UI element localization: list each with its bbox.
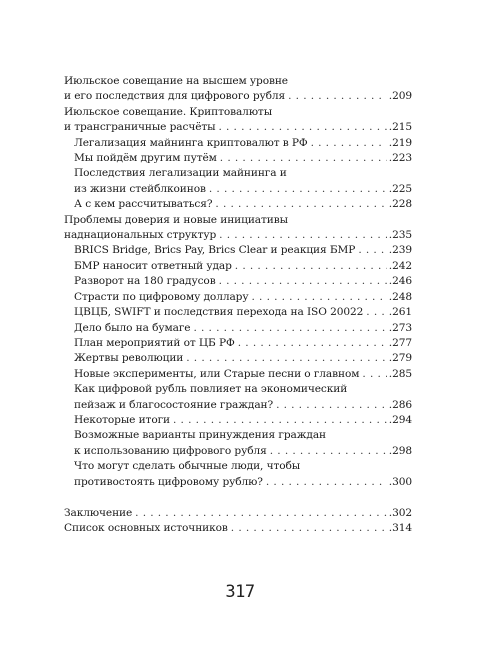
- toc-entry-page-number: .223: [388, 152, 412, 165]
- dot-leader: [362, 367, 386, 382]
- toc-entry-page-number: .228: [388, 198, 412, 211]
- toc-entry: [64, 428, 412, 459]
- toc-entry: [64, 136, 412, 151]
- toc-entry-title-line: А с кем рассчитываться?: [74, 198, 213, 211]
- toc-entry: [64, 336, 412, 351]
- toc-entry-row: [74, 321, 412, 336]
- toc-entry: [64, 105, 412, 136]
- toc-entry-title-line: наднациональных структур: [64, 229, 217, 242]
- toc-entry-row: [74, 398, 412, 413]
- toc-entry-row: [74, 367, 412, 382]
- toc-entry: [64, 321, 412, 336]
- toc-entry: [64, 274, 412, 289]
- toc-entry-page-number: .225: [388, 182, 412, 195]
- toc-entry-title-line: к использованию цифрового рубля: [74, 444, 267, 457]
- toc-entry-page-number: .300: [388, 475, 412, 488]
- toc-entry-row: [74, 305, 412, 320]
- toc-entry-row: [74, 351, 412, 366]
- dot-leader: [270, 444, 387, 459]
- dot-leader: [276, 398, 387, 413]
- toc-entry: [64, 506, 412, 521]
- toc-entry-row: [74, 336, 412, 351]
- toc-entry: [64, 259, 412, 274]
- toc-entry-row: [74, 475, 412, 490]
- toc-entry-page-number: .298: [388, 444, 412, 457]
- dot-leader: [215, 197, 386, 212]
- toc-entry: [64, 521, 412, 536]
- toc-entry-page-number: .285: [388, 367, 412, 380]
- toc-entry-title-line: Возможные варианты принуждения граждан: [74, 429, 326, 442]
- toc-entry-page-number: .248: [388, 290, 412, 303]
- toc-entry-title-line: Июльское совещание на высшем уровне: [64, 75, 288, 87]
- toc-entry-row: [74, 259, 412, 274]
- toc-entry-title-line: БМР наносит ответный удар: [74, 259, 232, 272]
- toc-entry-row: [74, 444, 412, 459]
- toc-entry: [64, 197, 412, 212]
- toc-entry-row: [74, 182, 412, 197]
- toc-group-back-matter: [64, 506, 412, 537]
- toc-entry-title-line: ЦВЦБ, SWIFT и последствия перехода на ISO 20022: [74, 306, 364, 319]
- dot-leader: [209, 182, 387, 197]
- toc-entry-row: [64, 228, 412, 243]
- toc-entry-title-line: Как цифровой рубль повлияет на экономический: [74, 383, 348, 396]
- toc-entry-title-line: Мы пойдём другим путём: [74, 152, 217, 165]
- dot-leader: [266, 475, 387, 490]
- toc-entry-row: [74, 413, 412, 428]
- toc-entry-row: [74, 151, 412, 166]
- dot-leader: [135, 506, 387, 521]
- page-number: 317: [225, 582, 255, 602]
- dot-leader: [231, 521, 387, 536]
- toc-entry-title-line: Июльское совещание. Криптовалюты: [64, 105, 273, 118]
- dot-leader: [358, 243, 386, 258]
- toc-entry-title-line: План мероприятий от ЦБ РФ: [74, 336, 235, 349]
- toc-gap: [64, 490, 412, 506]
- toc-entry-title-line: Заключение: [64, 506, 133, 519]
- dot-leader: [238, 336, 387, 351]
- toc-group-main: [64, 74, 412, 490]
- toc-entry-page-number: .209: [388, 90, 412, 103]
- toc-entry: [64, 305, 412, 320]
- toc-entry-page-number: .261: [388, 306, 412, 319]
- toc-entry-title-line: из жизни стейблкоинов: [74, 182, 206, 195]
- dot-leader: [235, 259, 387, 274]
- toc-entry-page-number: .314: [388, 522, 412, 535]
- dot-leader: [288, 89, 387, 104]
- toc-entry: [64, 290, 412, 305]
- toc-entry: [64, 413, 412, 428]
- dot-leader: [311, 136, 387, 151]
- toc-entry: [64, 459, 412, 490]
- toc-entry-page-number: .246: [388, 275, 412, 288]
- toc-entry: [64, 151, 412, 166]
- dot-leader: [219, 228, 387, 243]
- toc-entry-row: [64, 89, 412, 104]
- toc-entry-page-number: .273: [388, 321, 412, 334]
- dot-leader: [219, 274, 387, 289]
- toc-entry-row: [74, 136, 412, 151]
- toc-entry-title-line: Последствия легализации майнинга и: [74, 167, 287, 180]
- toc-entry-title-line: Жертвы революции: [74, 352, 184, 365]
- dot-leader: [252, 290, 387, 305]
- toc-entry-title-line: Разворот на 180 градусов: [74, 275, 216, 288]
- toc-entry-title-line: Страсти по цифровому доллару: [74, 290, 249, 303]
- toc-entry-title-line: и трансграничные расчёты: [64, 121, 216, 134]
- toc-entry-row: [74, 290, 412, 305]
- toc-entry-title-line: Дело было на бумаге: [74, 321, 191, 334]
- toc-entry-title-line: BRICS Bridge, Brics Pay, Brics Clear и реакция БМР: [74, 244, 356, 257]
- toc-entry: [64, 74, 412, 105]
- toc-entry-row: [64, 506, 412, 521]
- toc-entry-title-line: Проблемы доверия и новые инициативы: [64, 213, 288, 226]
- toc-entry: [64, 382, 412, 413]
- toc-entry: [64, 351, 412, 366]
- toc-entry-row: [64, 521, 412, 536]
- table-of-contents: [64, 74, 412, 537]
- toc-entry-page-number: .219: [388, 136, 412, 149]
- toc-entry-row: [64, 120, 412, 135]
- dot-leader: [173, 413, 387, 428]
- toc-entry-row: [74, 274, 412, 289]
- toc-entry-title-line: пейзаж и благосостояние граждан?: [74, 398, 274, 411]
- dot-leader: [193, 321, 386, 336]
- toc-entry-page-number: .294: [388, 413, 412, 426]
- toc-entry-page-number: .279: [388, 352, 412, 365]
- toc-entry-page-number: .286: [388, 398, 412, 411]
- toc-entry: [64, 367, 412, 382]
- dot-leader: [220, 151, 387, 166]
- toc-entry-row: [74, 243, 412, 258]
- toc-entry-title-line: противостоять цифровому рублю?: [74, 475, 263, 488]
- toc-entry-page-number: .215: [388, 121, 412, 134]
- toc-entry: [64, 166, 412, 197]
- toc-entry-title-line: Что могут сделать обычные люди, чтобы: [74, 460, 301, 473]
- toc-entry-title-line: Новые эксперименты, или Старые песни о главном: [74, 367, 360, 380]
- toc-entry-title-line: и его последствия для цифрового рубля: [64, 90, 286, 103]
- dot-leader: [218, 120, 386, 135]
- toc-entry-page-number: .239: [388, 244, 412, 257]
- toc-entry-title-line: Легализация майнинга криптовалют в РФ: [74, 136, 308, 149]
- toc-entry-page-number: .235: [388, 229, 412, 242]
- toc-entry-page-number: .277: [388, 336, 412, 349]
- toc-entry-title-line: Список основных источников: [64, 522, 228, 535]
- dot-leader: [366, 305, 387, 320]
- toc-entry-page-number: .242: [388, 259, 412, 272]
- toc-entry-title-line: Некоторые итоги: [74, 413, 171, 426]
- dot-leader: [186, 351, 387, 366]
- toc-entry-row: [74, 197, 412, 212]
- toc-entry-page-number: .302: [388, 506, 412, 519]
- toc-entry: [64, 243, 412, 258]
- toc-entry: [64, 213, 412, 244]
